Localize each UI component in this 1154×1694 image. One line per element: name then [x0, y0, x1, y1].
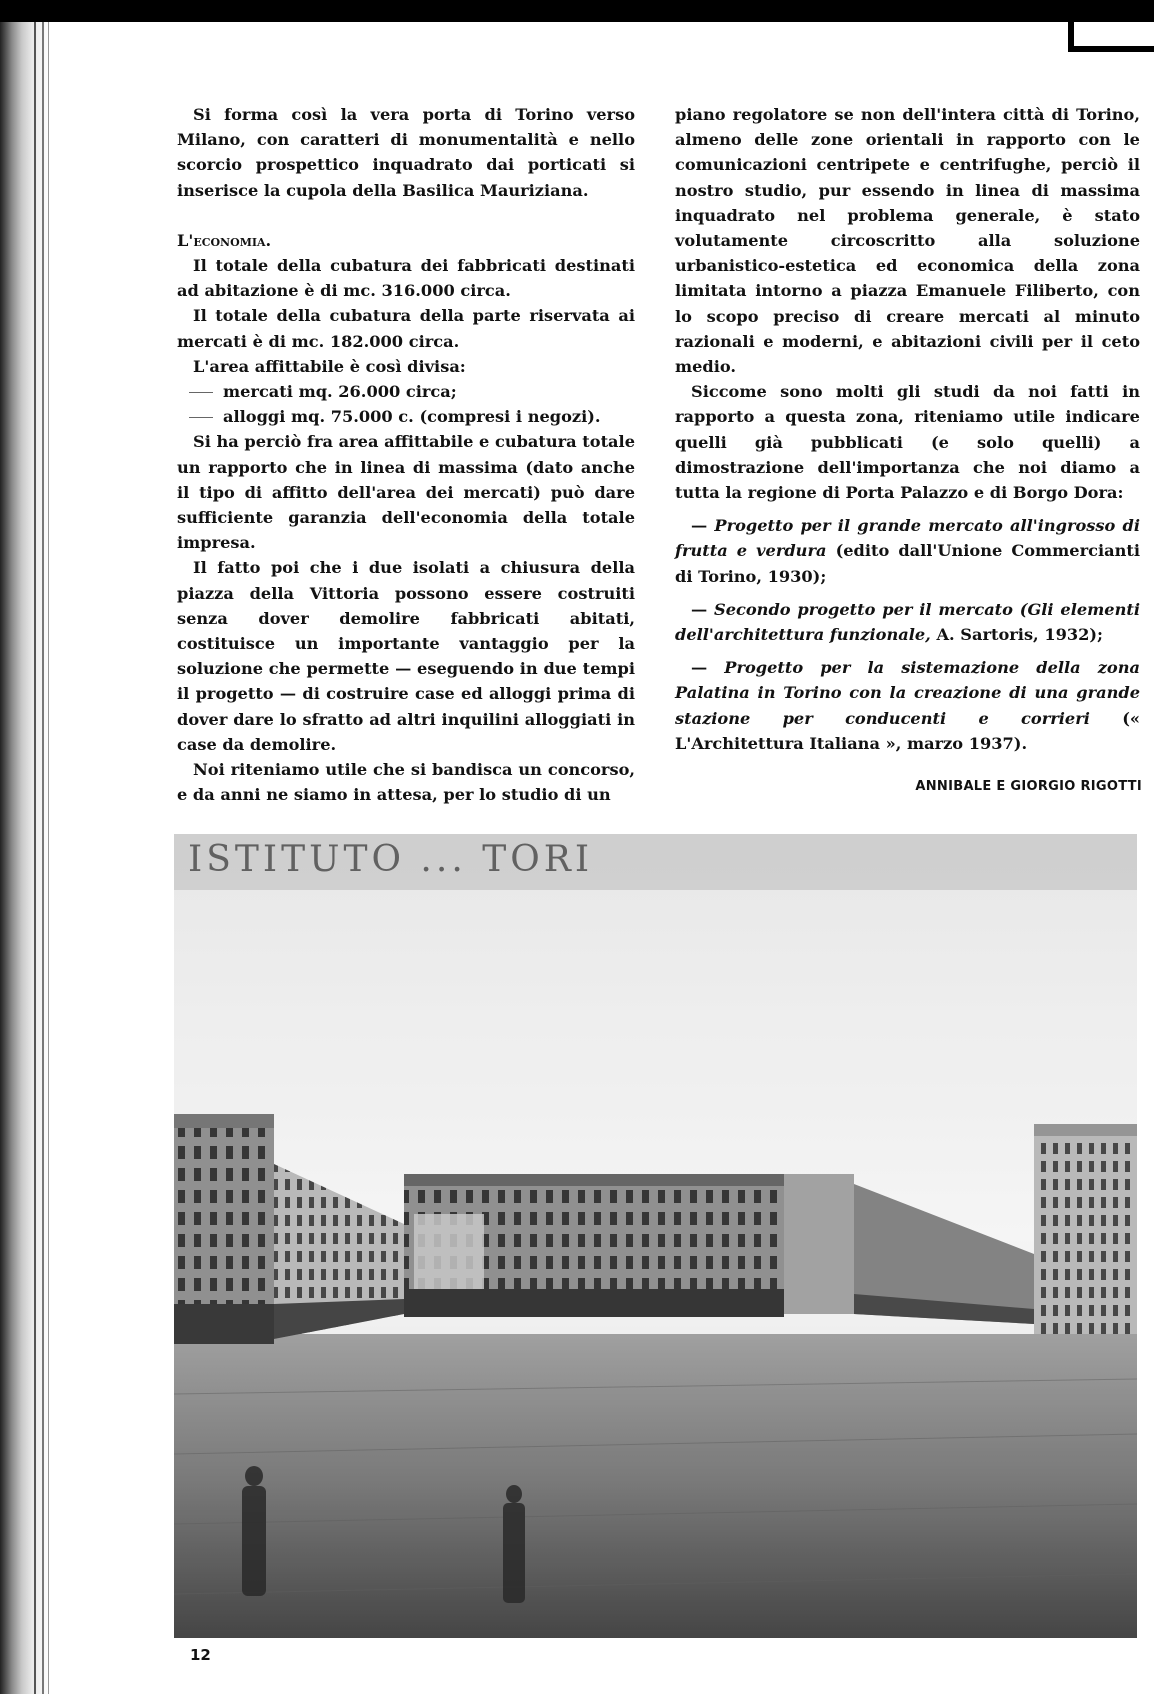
reference-details: A. Sartoris, 1932);: [936, 625, 1104, 645]
page-top-edge: [0, 0, 1154, 22]
paragraph: Noi riteniamo utile che si bandisca un concorso, e da anni ne siamo in attesa, per lo studio di un: [177, 760, 635, 805]
reference-details: (« L'Architettura Italiana », marzo 1937).: [675, 708, 1141, 753]
list-item-text: mercati mq. 26.000 circa;: [223, 382, 457, 402]
paragraph: Il totale della cubatura della parte riservata ai mercati è di mc. 182.000 circa.: [177, 306, 635, 351]
paragraph: Il totale della cubatura dei fabbricati destinati ad abitazione è di mc. 316.000 circa.: [177, 256, 635, 301]
paragraph: Si ha perciò fra area affittabile e cubatura totale un rapporto che in linea di massima (dato anche il tipo di affitto dell'area dei mercati) può dare sufficiente garanzia dell'economia della totale impresa.: [177, 432, 635, 553]
reference-title: Progetto per la sistemazione della zona Palatina in Torino con la creazione di una grande stazione per conducenti e corrieri: [675, 658, 1140, 728]
architectural-rendering-photo: [174, 834, 1137, 1638]
reference-item: — Progetto per la sistemazione della zona Palatina in Torino con la creazione di una grande stazione per conducenti e corrieri (« L'Architettura Italiana », marzo 1937).: [675, 658, 1141, 753]
reference-item: — Progetto per il grande mercato all'ingrosso di frutta e verdura (edito dall'Unione Commercianti di Torino, 1930);: [675, 516, 1141, 586]
reference-title: Secondo progetto per il mercato (Gli elementi dell'architettura funzionale,: [675, 599, 1140, 645]
reference-title: Progetto per il grande mercato all'ingrosso di frutta e verdura: [675, 516, 1140, 561]
left-text-column: [177, 102, 635, 807]
reference-details: (edito dall'Unione Commercianti di Torino, 1930);: [675, 541, 1141, 586]
right-text-column: [675, 102, 1140, 756]
dash-mark: [189, 417, 213, 418]
paragraph: Siccome sono molti gli studi da noi fatti in rapporto a questa zona, riteniamo utile indicare quelli già pubblicati (e solo quelli) a dimostrazione dell'importanza che noi diamo a tutta la regione di Porta Palazzo e di Borgo Dora:: [675, 382, 1140, 503]
paragraph: L'area affittabile è così divisa:: [193, 356, 466, 376]
paragraph: piano regolatore se non dell'intera città di Torino, almeno delle zone orientali in rapporto con le comunicazioni centripete e centrifughe, perciò il nostro studio, pur essendo in linea di massima inquadrato nel problema generale, è stato volutamente circoscritto alla soluzione urbanistico-estetica ed economica della zona limitata intorno a piazza Emanuele Filiberto, con lo scopo preciso di creare mercati al minuto razionali e moderni, e abitazioni civili per il ceto medio.: [675, 105, 1140, 377]
book-binding-shadow: [0, 22, 58, 1694]
page-number: 12: [190, 1646, 211, 1664]
author-signature: ANNIBALE E GIORGIO RIGOTTI: [915, 779, 1142, 794]
list-item-text: alloggi mq. 75.000 c. (compresi i negozi).: [223, 407, 601, 427]
section-heading-economia: L'economia.: [177, 230, 272, 250]
page-corner-tab: [1068, 0, 1154, 52]
dash-mark: [189, 392, 213, 393]
photo-grain: [174, 834, 1137, 1638]
list-item: [177, 404, 635, 429]
paragraph: Il fatto poi che i due isolati a chiusura della piazza della Vittoria possono essere costruiti senza dover demolire fabbricati abitati, costituisce un importante vantaggio per la soluzione che permette — eseguendo in due tempi il progetto — di costruire case ed alloggi prima di dover dare lo sfratto ad altri inquilini alloggiati in case da demolire.: [177, 558, 635, 754]
reference-item: — Secondo progetto per il mercato (Gli elementi dell'architettura funzionale, A. Sartoris, 1932);: [675, 599, 1140, 645]
photo-header-lettering: ISTITUTO ... TORI: [188, 839, 594, 880]
list-item: [177, 379, 635, 404]
paragraph: Si forma così la vera porta di Torino verso Milano, con caratteri di monumentalità e nello scorcio prospettico inquadrato dai porticati si inserisce la cupola della Basilica Mauriziana.: [177, 105, 635, 200]
rendering-illustration: [174, 834, 1137, 1638]
